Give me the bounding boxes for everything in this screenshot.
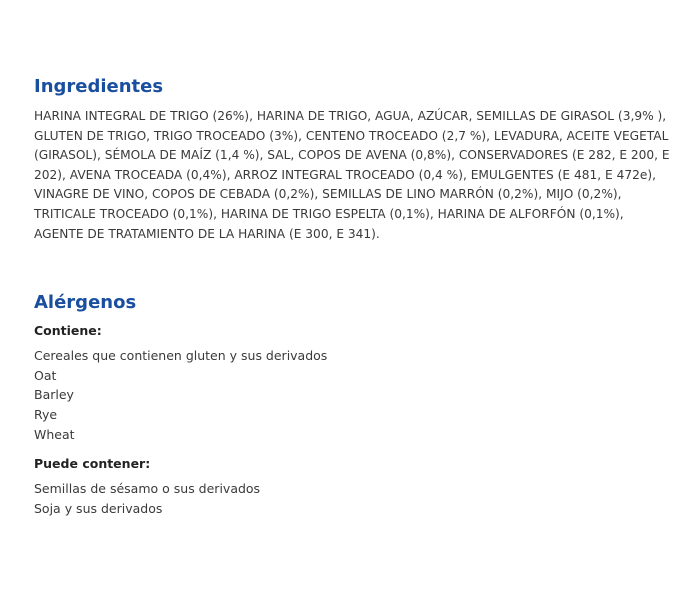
contains-list (34, 346, 674, 444)
allergens-section (34, 292, 674, 518)
may-contain-label: Puede contener: (34, 456, 151, 472)
contains-group (34, 323, 674, 444)
contains-label: Contiene: (34, 323, 102, 339)
may-contain-group (34, 456, 674, 518)
ingredients-section (34, 76, 674, 244)
allergens-title: Alérgenos (34, 292, 137, 314)
list-item: Soja y sus derivados (34, 500, 163, 516)
may-contain-list (34, 479, 674, 518)
ingredients-text: HARINA INTEGRAL DE TRIGO (26%), HARINA DE TRIGO, AGUA, AZÚCAR, SEMILLAS DE GIRASOL (3,9% ), GLUTEN DE TRIGO, TRIGO TROCEADO (3%), CENTENO TROCEADO (2,7 %), LEVADURA, ACEITE VEGETAL (GIRASOL), SÉMOLA DE MAÍZ (1,4 %), SAL, COPOS DE AVENA (0,8%), CONSERVADORES (E 282, E 200, E 202), AVENA TROCEADA (0,4%), ARROZ INTEGRAL TROCEADO (0,4 %), EMULGENTES (E 481, E 472e), VINAGRE DE VINO, COPOS DE CEBADA (0,2%), SEMILLAS DE LINO MARRÓN (0,2%), MIJO (0,2%), TRITICALE TROCEADO (0,1%), HARINA DE TRIGO ESPELTA (0,1%), HARINA DE ALFORFÓN (0,1%), AGENTE DE TRATAMIENTO DE LA HARINA (E 300, E 341). (34, 109, 670, 241)
ingredients-title: Ingredientes (34, 76, 164, 97)
list-item: Barley (34, 387, 74, 403)
list-item: Wheat (34, 426, 75, 442)
list-item: Semillas de sésamo o sus derivados (34, 481, 261, 497)
product-info-content (34, 76, 674, 518)
list-item: Oat (34, 367, 57, 383)
list-item: Cereales que contienen gluten y sus derivados (34, 348, 328, 364)
list-item: Rye (34, 406, 58, 422)
